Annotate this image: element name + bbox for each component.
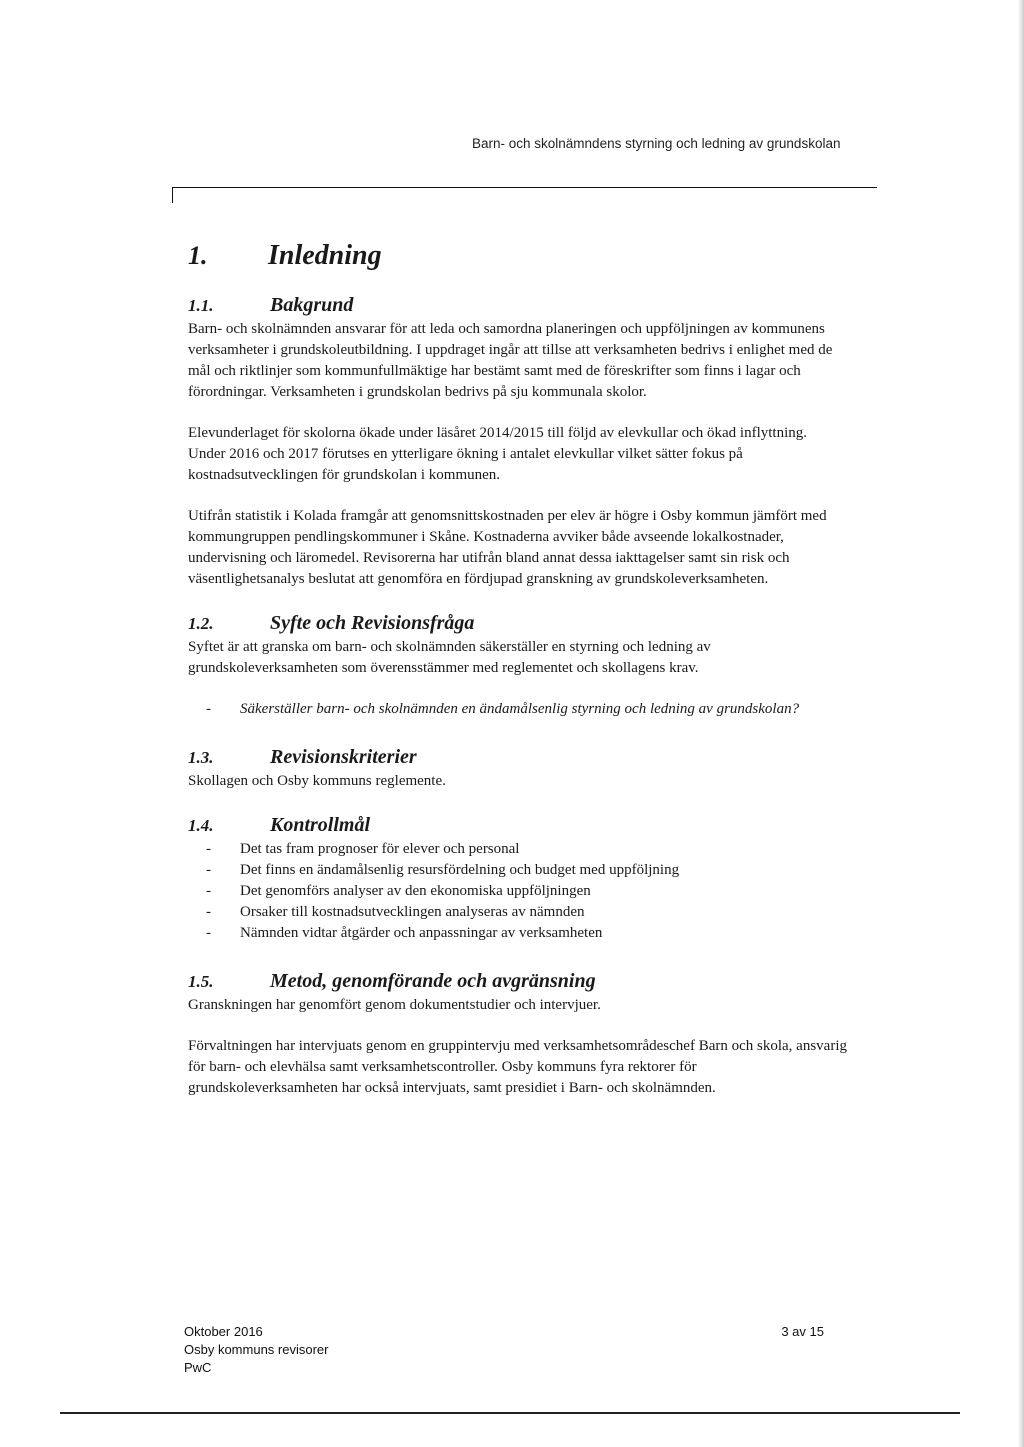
paragraph: Barn- och skolnämnden ansvarar för att leda och samordna planeringen och uppföljningen av kommunens verksamheter i grundskoleutbildning. I uppdraget ingår att tillse att verksamheten bedrivs i enlighet med de mål och riktlinjer som kommunfullmäktige har bestämt samt med de föreskrifter som finns i lagar och förordningar. Verksamheten i grundskolan bedrivs på sju kommunala skolor. [188,321,833,400]
section-number: 1.2. [188,614,214,633]
bottom-rule [60,1412,960,1414]
section-number: 1.4. [188,816,214,835]
dash-bullet: - [206,925,211,941]
page-footer [184,1323,824,1377]
paragraph: Granskningen har genomfört genom dokumentstudier och intervjuer. [188,997,601,1013]
dash-bullet: - [206,862,211,878]
list-item-text: Nämnden vidtar åtgärder och anpassningar av verksamheten [240,925,603,941]
footer-organization: Osby kommuns revisorer [184,1342,329,1357]
dash-bullet: - [206,841,211,857]
paragraph: Elevunderlaget för skolorna ökade under läsåret 2014/2015 till följd av elevkullar och ökad inflyttning. Under 2016 och 2017 förutses en ytterligare ökning i antalet elevkullar vilket sätter fokus på kostnadsutvecklingen för grundskolan i kommunen. [188,425,807,483]
dash-bullet: - [206,883,211,899]
control-objectives-list [188,839,848,944]
dash-bullet: - [206,701,211,717]
list-item-text: Det genomförs analyser av den ekonomiska uppföljningen [240,883,591,899]
running-header: Barn- och skolnämndens styrning och ledning av grundskolan [472,136,841,151]
section-number: 1.3. [188,748,214,767]
chapter-number: 1. [188,241,208,270]
header-rule-tick [172,187,173,203]
chapter-title: Inledning [268,240,382,271]
paragraph: Utifrån statistik i Kolada framgår att genomsnittskostnaden per elev är högre i Osby kommun jämfört med kommungruppen pendlingskommuner i Skåne. Kostnaderna avviker både avseende lokalkostnader, undervisning och läromedel. Revisorerna har utifrån bland annat dessa iakttagelser samt sin risk och väsentlighetsanalys beslutat att genomföra en fördjupad granskning av grundskoleverksamheten. [188,508,827,587]
section-number: 1.1. [188,296,214,315]
section-heading-revisionskriterier [188,746,848,769]
scan-edge [1018,0,1024,1447]
list-item [188,699,848,720]
section-title: Syfte och Revisionsfråga [270,612,475,634]
document-body [188,240,848,1119]
paragraph: Förvaltningen har intervjuats genom en gruppintervju med verksamhetsområdeschef Barn och skola, ansvarig för barn- och elevhälsa samt verksamhetscontroller. Osby kommuns fyra rektorer för grundskoleverksamheten har också intervjuats, samt presidiet i Barn- och skolnämnden. [188,1038,847,1096]
list-item [188,860,848,881]
section-heading-kontrollmal [188,814,848,837]
list-item [188,839,848,860]
list-item-text: Det tas fram prognoser för elever och personal [240,841,520,857]
section-heading-syfte [188,612,848,635]
list-item-text: Orsaker till kostnadsutvecklingen analyseras av nämnden [240,904,585,920]
section-title: Bakgrund [270,294,354,316]
revision-question-list [188,699,848,720]
list-item-text: Det finns en ändamålsenlig resursfördelning och budget med uppföljning [240,862,680,878]
dash-bullet: - [206,904,211,920]
footer-firm: PwC [184,1360,212,1375]
list-item [188,902,848,923]
section-title: Kontrollmål [270,814,371,836]
section-title: Metod, genomförande och avgränsning [270,970,596,992]
footer-date: Oktober 2016 [184,1324,263,1339]
section-heading-bakgrund [188,294,848,317]
section-heading-metod [188,970,848,993]
header-rule [172,187,877,188]
list-item [188,923,848,944]
chapter-heading [188,240,848,272]
paragraph: Syftet är att granska om barn- och skolnämnden säkerställer en styrning och ledning av grundskoleverksamheten som överensstämmer med reglementet och skollagens krav. [188,639,711,676]
page-number: 3 av 15 [781,1324,824,1339]
section-number: 1.5. [188,972,214,991]
section-title: Revisionskriterier [270,746,417,768]
paragraph: Skollagen och Osby kommuns reglemente. [188,773,446,789]
list-item [188,881,848,902]
revision-question: Säkerställer barn- och skolnämnden en ändamålsenlig styrning och ledning av grundskolan? [240,701,800,717]
